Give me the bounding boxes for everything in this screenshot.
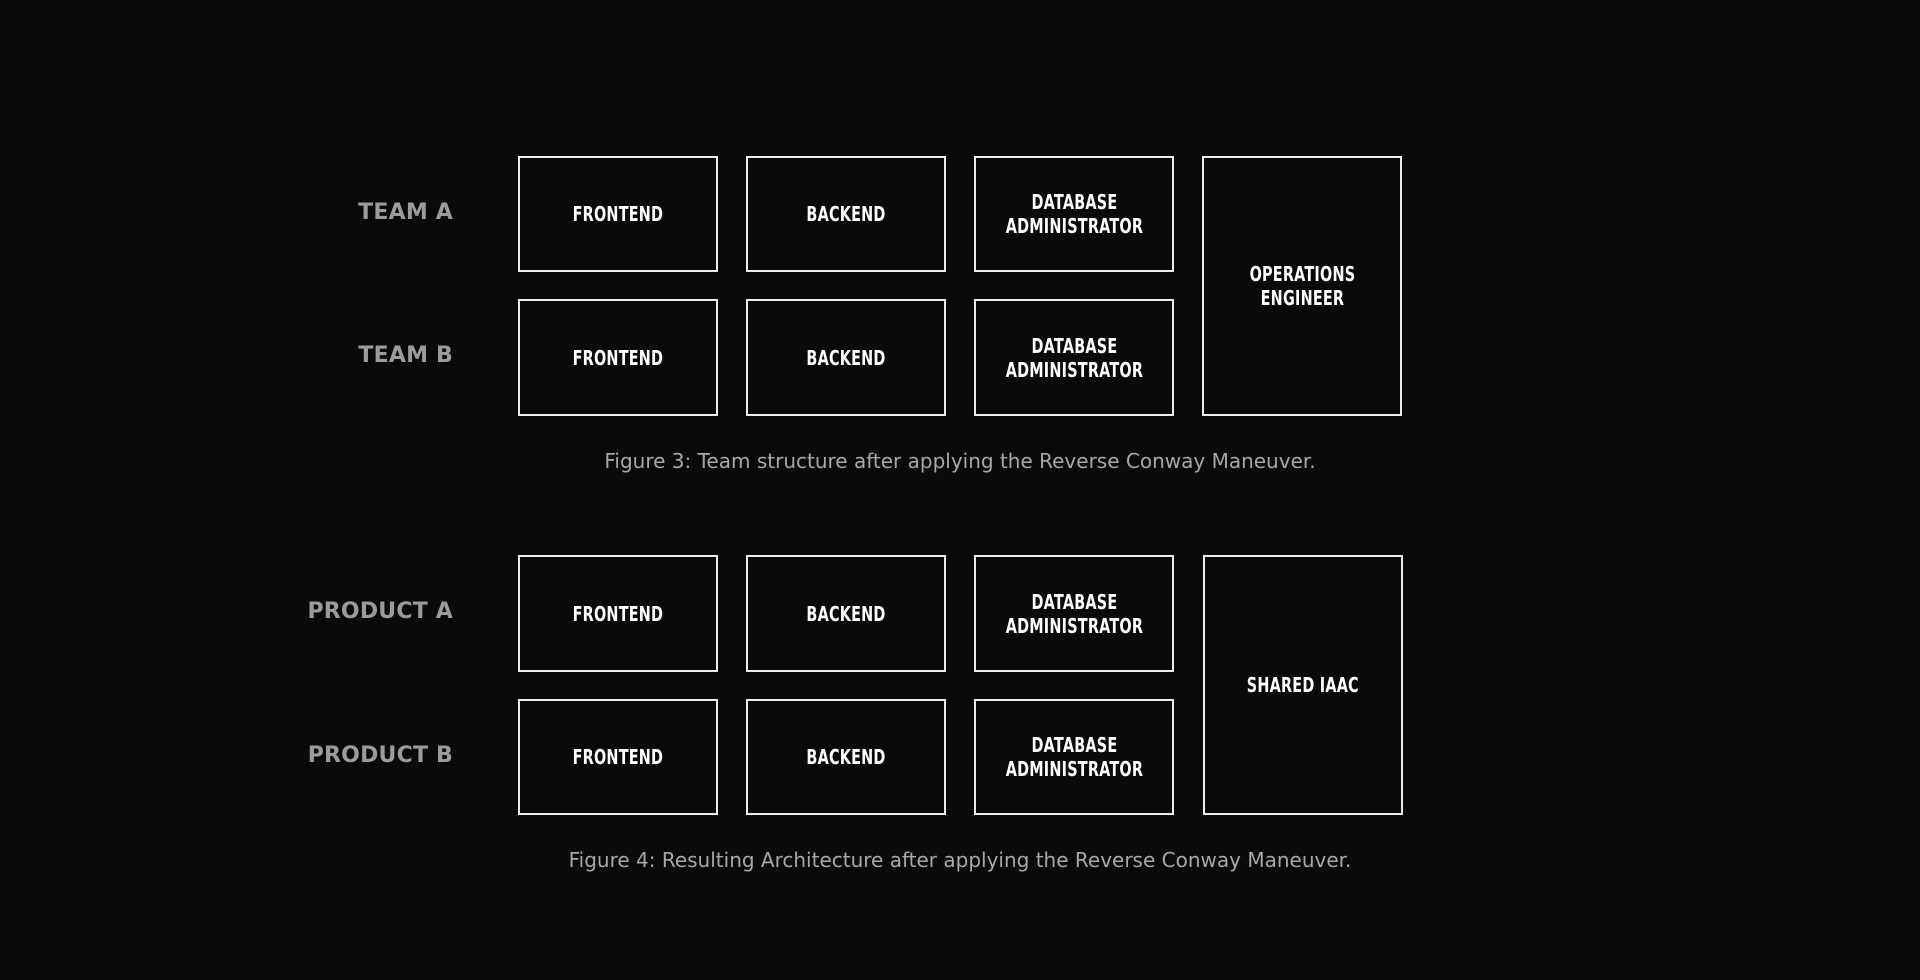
team-a-backend-box — [746, 156, 946, 272]
row-label-team-b: TEAM B — [358, 343, 453, 368]
figure-3-caption: Figure 3: Team structure after applying the Reverse Conway Maneuver. — [604, 449, 1316, 473]
row-label-product-b: PRODUCT B — [307, 743, 453, 768]
box-label: DATABASE ADMINISTRATOR — [1005, 190, 1143, 238]
box-label: FRONTEND — [572, 345, 664, 370]
box-label: BACKEND — [806, 745, 886, 769]
box-label: FRONTEND — [572, 202, 664, 226]
team-b-frontend-box — [518, 299, 718, 416]
team-a-frontend-box — [518, 156, 718, 272]
box-label: FRONTEND — [572, 745, 664, 769]
product-a-database-administrator-box — [974, 555, 1174, 672]
box-label: BACKEND — [806, 345, 886, 370]
product-b-backend-box — [746, 699, 946, 815]
figure-4-caption: Figure 4: Resulting Architecture after applying the Reverse Conway Maneuver. — [568, 848, 1352, 872]
shared-iaac-box — [1203, 555, 1403, 815]
team-b-backend-box — [746, 299, 946, 416]
box-label: DATABASE ADMINISTRATOR — [1005, 589, 1143, 638]
box-label: SHARED IAAC — [1246, 673, 1360, 697]
box-label: BACKEND — [806, 202, 886, 226]
row-label-team-a: TEAM A — [358, 200, 453, 225]
box-label: DATABASE ADMINISTRATOR — [1005, 333, 1143, 382]
row-label-product-a: PRODUCT A — [307, 599, 453, 624]
product-a-frontend-box — [518, 555, 718, 672]
team-a-database-administrator-box — [974, 156, 1174, 272]
product-a-backend-box — [746, 555, 946, 672]
box-label: DATABASE ADMINISTRATOR — [1005, 733, 1143, 781]
box-label: OPERATIONS ENGINEER — [1249, 262, 1355, 310]
operations-engineer-box — [1202, 156, 1402, 416]
box-label: BACKEND — [806, 601, 886, 626]
team-b-database-administrator-box — [974, 299, 1174, 416]
product-b-frontend-box — [518, 699, 718, 815]
box-label: FRONTEND — [572, 601, 664, 626]
product-b-database-administrator-box — [974, 699, 1174, 815]
